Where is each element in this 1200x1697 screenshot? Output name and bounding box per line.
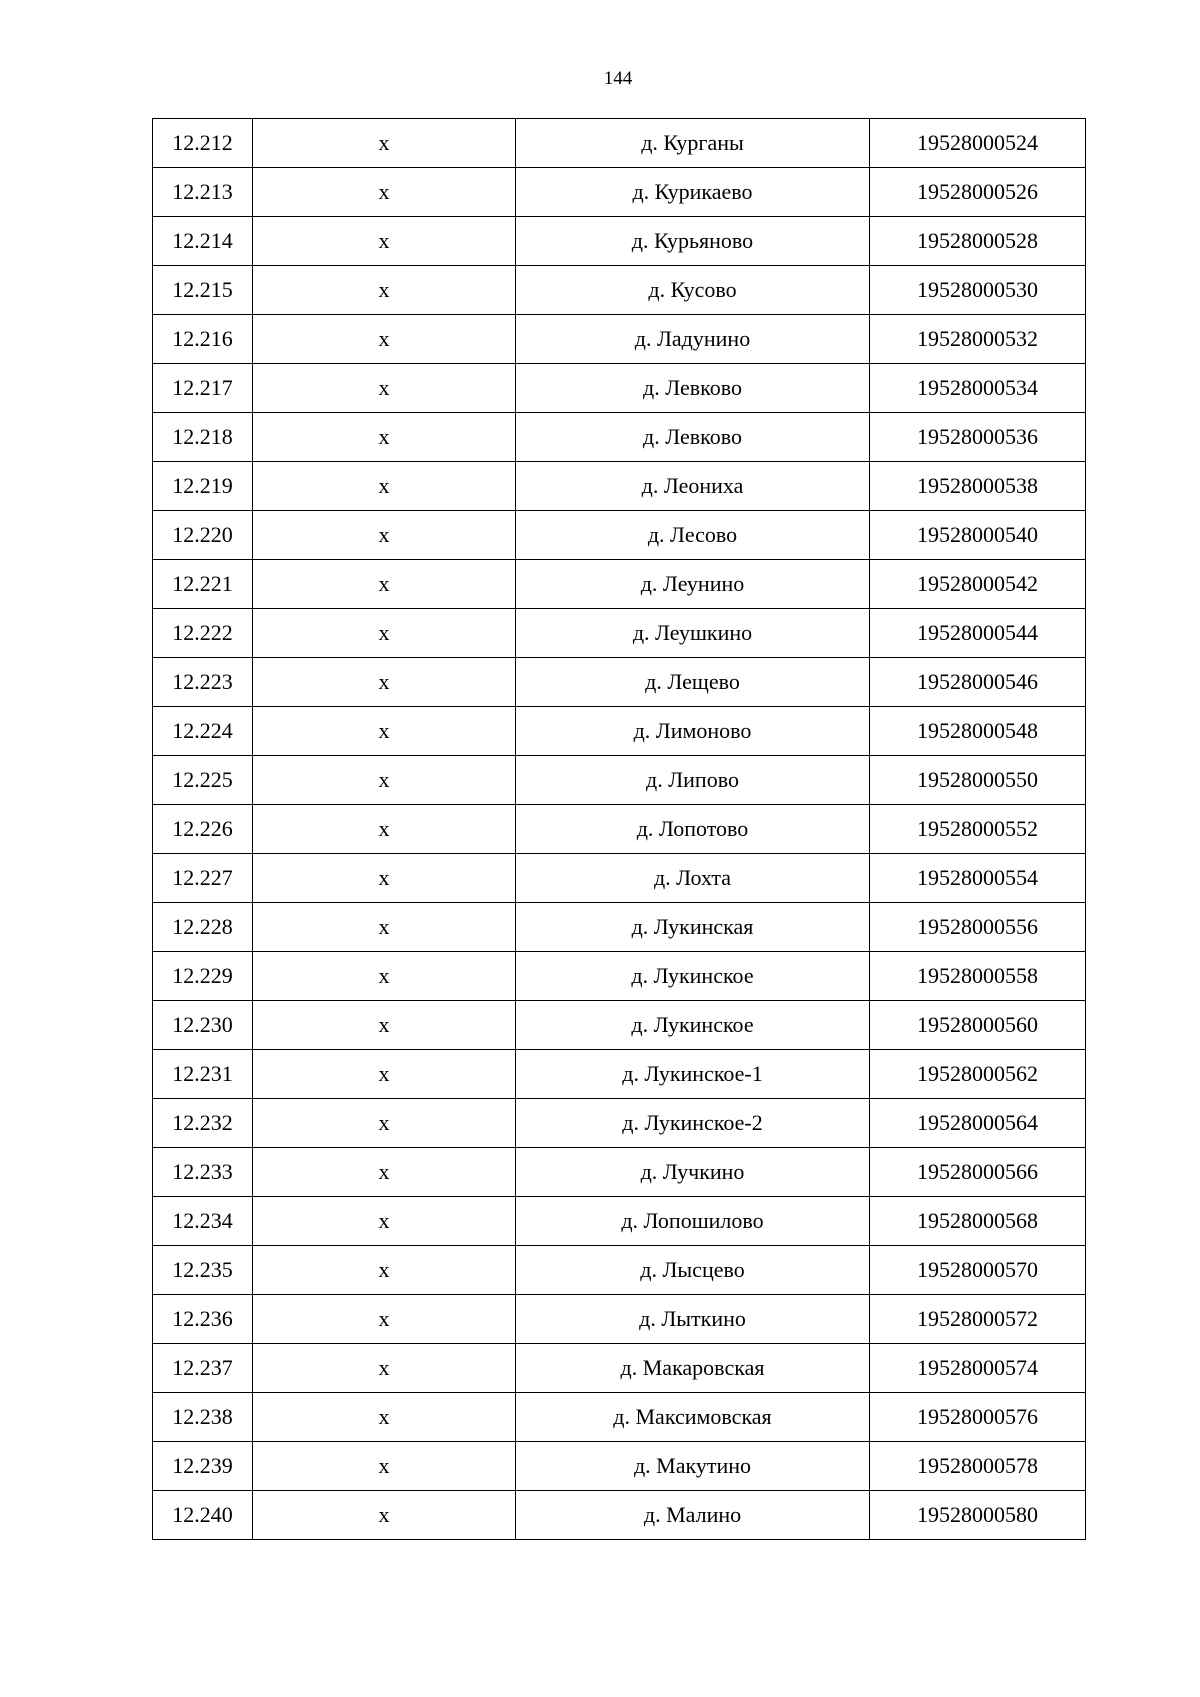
row-number-cell: 12.220 (153, 511, 253, 560)
settlement-name-cell: д. Лукинское (516, 952, 870, 1001)
table-row (153, 168, 1086, 217)
oktmo-code-cell: 19528000568 (870, 1197, 1086, 1246)
oktmo-code-cell: 19528000578 (870, 1442, 1086, 1491)
settlement-name-cell: д. Лещево (516, 658, 870, 707)
oktmo-code-cell: 19528000580 (870, 1491, 1086, 1540)
mark-cell: х (253, 1491, 516, 1540)
mark-cell: х (253, 1050, 516, 1099)
table-row (153, 266, 1086, 315)
oktmo-code-cell: 19528000530 (870, 266, 1086, 315)
settlement-name-cell: д. Курганы (516, 119, 870, 168)
mark-cell: х (253, 1148, 516, 1197)
oktmo-code-cell: 19528000526 (870, 168, 1086, 217)
settlement-name-cell: д. Кусово (516, 266, 870, 315)
table-row (153, 413, 1086, 462)
mark-cell: х (253, 658, 516, 707)
table-row (153, 805, 1086, 854)
row-number-cell: 12.234 (153, 1197, 253, 1246)
row-number-cell: 12.222 (153, 609, 253, 658)
row-number-cell: 12.219 (153, 462, 253, 511)
table-row (153, 756, 1086, 805)
settlement-name-cell: д. Лесово (516, 511, 870, 560)
oktmo-code-cell: 19528000548 (870, 707, 1086, 756)
row-number-cell: 12.231 (153, 1050, 253, 1099)
mark-cell: х (253, 364, 516, 413)
settlement-name-cell: д. Липово (516, 756, 870, 805)
settlement-name-cell: д. Курьяново (516, 217, 870, 266)
settlement-name-cell: д. Левково (516, 413, 870, 462)
row-number-cell: 12.221 (153, 560, 253, 609)
table-row (153, 707, 1086, 756)
oktmo-code-cell: 19528000536 (870, 413, 1086, 462)
row-number-cell: 12.225 (153, 756, 253, 805)
oktmo-code-cell: 19528000532 (870, 315, 1086, 364)
settlement-name-cell: д. Леунино (516, 560, 870, 609)
settlement-name-cell: д. Лопотово (516, 805, 870, 854)
mark-cell: х (253, 1344, 516, 1393)
row-number-cell: 12.223 (153, 658, 253, 707)
mark-cell: х (253, 854, 516, 903)
mark-cell: х (253, 511, 516, 560)
row-number-cell: 12.229 (153, 952, 253, 1001)
oktmo-code-cell: 19528000546 (870, 658, 1086, 707)
oktmo-code-cell: 19528000540 (870, 511, 1086, 560)
oktmo-code-cell: 19528000564 (870, 1099, 1086, 1148)
table-body (153, 119, 1086, 1540)
table-row (153, 903, 1086, 952)
row-number-cell: 12.238 (153, 1393, 253, 1442)
settlement-name-cell: д. Леушкино (516, 609, 870, 658)
oktmo-code-cell: 19528000542 (870, 560, 1086, 609)
row-number-cell: 12.232 (153, 1099, 253, 1148)
table-row (153, 1001, 1086, 1050)
row-number-cell: 12.217 (153, 364, 253, 413)
settlement-name-cell: д. Курикаево (516, 168, 870, 217)
mark-cell: х (253, 168, 516, 217)
mark-cell: х (253, 1295, 516, 1344)
row-number-cell: 12.218 (153, 413, 253, 462)
table-row (153, 1246, 1086, 1295)
settlement-name-cell: д. Ладунино (516, 315, 870, 364)
mark-cell: х (253, 266, 516, 315)
mark-cell: х (253, 805, 516, 854)
mark-cell: х (253, 560, 516, 609)
table-row (153, 364, 1086, 413)
settlements-table (152, 118, 1086, 1540)
row-number-cell: 12.237 (153, 1344, 253, 1393)
table-row (153, 511, 1086, 560)
oktmo-code-cell: 19528000538 (870, 462, 1086, 511)
mark-cell: х (253, 952, 516, 1001)
settlement-name-cell: д. Левково (516, 364, 870, 413)
table-row (153, 1148, 1086, 1197)
mark-cell: х (253, 462, 516, 511)
row-number-cell: 12.212 (153, 119, 253, 168)
row-number-cell: 12.233 (153, 1148, 253, 1197)
table-row (153, 119, 1086, 168)
table-row (153, 1197, 1086, 1246)
oktmo-code-cell: 19528000572 (870, 1295, 1086, 1344)
table-row (153, 1295, 1086, 1344)
page-number: 144 (603, 68, 633, 89)
table-row (153, 658, 1086, 707)
mark-cell: х (253, 119, 516, 168)
oktmo-code-cell: 19528000534 (870, 364, 1086, 413)
oktmo-code-cell: 19528000574 (870, 1344, 1086, 1393)
mark-cell: х (253, 413, 516, 462)
mark-cell: х (253, 756, 516, 805)
oktmo-code-cell: 19528000556 (870, 903, 1086, 952)
table-row (153, 609, 1086, 658)
table-row (153, 1050, 1086, 1099)
table-row (153, 952, 1086, 1001)
settlement-name-cell: д. Лимоново (516, 707, 870, 756)
table-row (153, 854, 1086, 903)
settlement-name-cell: д. Малино (516, 1491, 870, 1540)
settlement-name-cell: д. Лукинское (516, 1001, 870, 1050)
row-number-cell: 12.213 (153, 168, 253, 217)
row-number-cell: 12.226 (153, 805, 253, 854)
oktmo-code-cell: 19528000528 (870, 217, 1086, 266)
mark-cell: х (253, 217, 516, 266)
row-number-cell: 12.214 (153, 217, 253, 266)
row-number-cell: 12.215 (153, 266, 253, 315)
mark-cell: х (253, 707, 516, 756)
settlement-name-cell: д. Лысцево (516, 1246, 870, 1295)
mark-cell: х (253, 609, 516, 658)
row-number-cell: 12.227 (153, 854, 253, 903)
settlement-name-cell: д. Макутино (516, 1442, 870, 1491)
mark-cell: х (253, 315, 516, 364)
mark-cell: х (253, 1001, 516, 1050)
table-row (153, 1491, 1086, 1540)
settlement-name-cell: д. Лыткино (516, 1295, 870, 1344)
settlement-name-cell: д. Лукинское-1 (516, 1050, 870, 1099)
row-number-cell: 12.228 (153, 903, 253, 952)
oktmo-code-cell: 19528000562 (870, 1050, 1086, 1099)
table-row (153, 1099, 1086, 1148)
settlement-name-cell: д. Максимовская (516, 1393, 870, 1442)
oktmo-code-cell: 19528000554 (870, 854, 1086, 903)
mark-cell: х (253, 903, 516, 952)
oktmo-code-cell: 19528000524 (870, 119, 1086, 168)
row-number-cell: 12.230 (153, 1001, 253, 1050)
settlement-name-cell: д. Лукинская (516, 903, 870, 952)
settlement-name-cell: д. Леониха (516, 462, 870, 511)
table-row (153, 560, 1086, 609)
settlement-name-cell: д. Макаровская (516, 1344, 870, 1393)
row-number-cell: 12.236 (153, 1295, 253, 1344)
table-row (153, 1442, 1086, 1491)
mark-cell: х (253, 1246, 516, 1295)
oktmo-code-cell: 19528000566 (870, 1148, 1086, 1197)
oktmo-code-cell: 19528000550 (870, 756, 1086, 805)
mark-cell: х (253, 1099, 516, 1148)
mark-cell: х (253, 1197, 516, 1246)
oktmo-code-cell: 19528000552 (870, 805, 1086, 854)
row-number-cell: 12.239 (153, 1442, 253, 1491)
settlement-name-cell: д. Лукинское-2 (516, 1099, 870, 1148)
mark-cell: х (253, 1442, 516, 1491)
table-row (153, 1393, 1086, 1442)
oktmo-code-cell: 19528000544 (870, 609, 1086, 658)
row-number-cell: 12.235 (153, 1246, 253, 1295)
table-row (153, 217, 1086, 266)
row-number-cell: 12.216 (153, 315, 253, 364)
oktmo-code-cell: 19528000558 (870, 952, 1086, 1001)
oktmo-code-cell: 19528000570 (870, 1246, 1086, 1295)
table-row (153, 315, 1086, 364)
oktmo-code-cell: 19528000560 (870, 1001, 1086, 1050)
oktmo-code-cell: 19528000576 (870, 1393, 1086, 1442)
settlement-name-cell: д. Лопошилово (516, 1197, 870, 1246)
table-row (153, 462, 1086, 511)
settlement-name-cell: д. Лохта (516, 854, 870, 903)
table-row (153, 1344, 1086, 1393)
settlement-name-cell: д. Лучкино (516, 1148, 870, 1197)
row-number-cell: 12.224 (153, 707, 253, 756)
mark-cell: х (253, 1393, 516, 1442)
row-number-cell: 12.240 (153, 1491, 253, 1540)
